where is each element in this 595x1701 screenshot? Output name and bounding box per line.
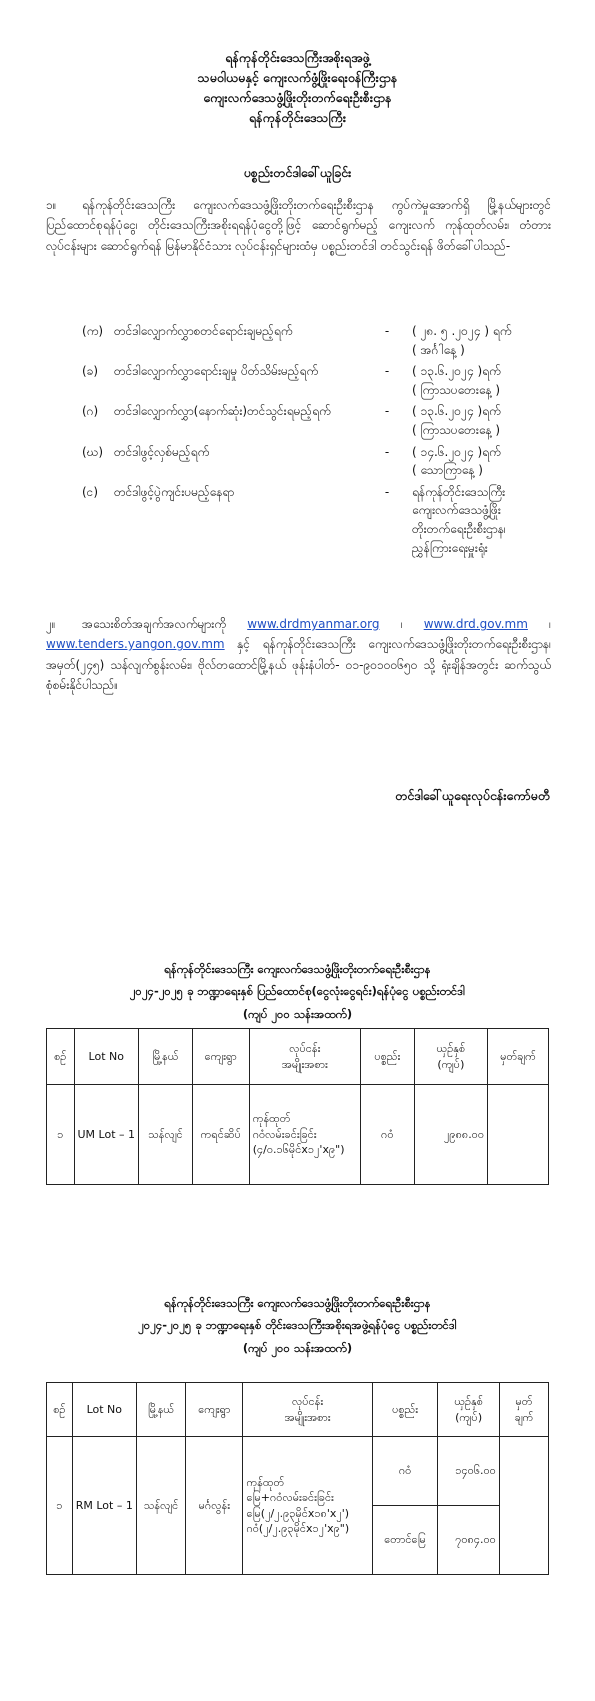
paragraph-1 xyxy=(46,195,551,256)
table-2-heading-line: ရန်ကုန်တိုင်းဒေသကြီး ကျေးလက်ဒေသဖွံ့ဖြိုးတိုးတက်ရေးဦးစီးဌာန xyxy=(164,1296,431,1310)
work-line: ကုန်ထုတ် xyxy=(246,1475,285,1489)
schedule-item-dash: - xyxy=(384,444,390,459)
cell-material: ဂဝံ xyxy=(360,1085,414,1185)
schedule-item-value xyxy=(412,402,552,439)
schedule-item-value xyxy=(412,322,552,359)
schedule-item-date: ( ၁၄.၆.၂၀၂၄ )ရက် xyxy=(412,444,501,459)
venue-line: ကျေးလက်ဒေသဖွံ့ဖြိုး xyxy=(412,503,501,518)
schedule-item-day: ( အင်္ဂါနေ့ ) xyxy=(412,342,465,357)
cell-material: တောင်မြေ xyxy=(372,1506,438,1575)
col-header-work-type: လုပ်ငန်း အမျိုးအစား xyxy=(249,1029,360,1085)
table-1-heading-line: ရန်ကုန်တိုင်းဒေသကြီး ကျေးလက်ဒေသဖွံ့ဖြိုးတိုးတက်ရေးဦးစီးဌာန xyxy=(164,962,431,976)
cell-village: ကရင်ဆိပ် xyxy=(192,1085,249,1185)
schedule-item-day: ( ကြာသပတေးနေ့ ) xyxy=(412,382,501,397)
paragraph-2 xyxy=(46,614,551,696)
committee-signature: တင်ဒါခေါ်ယူရေးလုပ်ငန်းကော်မတီ xyxy=(395,788,550,803)
work-line: (၄/၀.၁၆မိုင်x၁၂'x၉") xyxy=(252,1143,345,1157)
cell-village: မင်္ဂလွန်း xyxy=(186,1437,243,1575)
table-2-heading-line: ၂၀၂၄-၂၀၂၅ ခု ဘဏ္ဍာရေးနှစ် တိုင်းဒေသကြီးအစိုးရအဖွဲ့ရန်ပုံငွေ ပစ္စည်းတင်ဒါ xyxy=(138,1318,457,1333)
schedule-item-value xyxy=(412,362,552,399)
venue-line: တိုးတက်ရေးဦးစီးဌာန၊ xyxy=(412,521,506,536)
schedule-item xyxy=(82,362,552,399)
cell-amount: ၇၀၈၄.၀၀ xyxy=(438,1506,499,1575)
table-1 xyxy=(46,1028,549,1185)
schedule-item-venue xyxy=(82,483,552,557)
col-header-work-type: လုပ်ငန်း အမျိုးအစား xyxy=(243,1383,372,1437)
col-header-no: စဉ် xyxy=(47,1029,75,1085)
paragraph-1-text: ရန်ကုန်တိုင်းဒေသကြီး ကျေးလက်ဒေသဖွံ့ဖြိုးတိုးတက်ရေးဦးစီးဌာန ကွပ်ကဲမှုအောက်ရှိ မြို့နယ်များတွင် ပြည်ထောင်စုရန်ပုံငွေ၊ တိုင်းဒေသကြီးအစိုးရရန်ပုံငွေတို့ဖြင့် ဆောင်ရွက်မည့် ကျေးလက် ကုန်ထုတ်လမ်း၊ တံတားလုပ်ငန်းများ ဆောင်ရွက်ရန် မြန်မာနိုင်ငံသား လုပ်ငန်းရှင်များထံမှ ပစ္စည်းတင်ဒါ တင်သွင်းရန် ဖိတ်ခေါ်ပါသည်- xyxy=(46,198,551,253)
paragraph-2-rest: နှင့် ရန်ကုန်တိုင်းဒေသကြီး ကျေးလက်ဒေသဖွံ့ဖြိုးတိုးတက်ရေးဦးစီးဌာန၊ အမှတ်(၂၄၅) သန်လျက်စွန်းလမ်း၊ ဗိုလ်တထောင်မြို့နယ် ဖုန်းနံပါတ်- ၀၁-၉၀၁၀၀၆၅၀ သို့ ရုံးချိန်အတွင်း ဆက်သွယ်စုံစမ်းနိုင်ပါသည်။ xyxy=(46,637,551,693)
cell-remark xyxy=(488,1085,549,1185)
schedule-item-label: (ဂ) xyxy=(82,404,99,419)
schedule-item-text: တင်ဒါလျှောက်လွှာ(နောက်ဆုံး)တင်သွင်းရမည့်ရက် xyxy=(114,404,331,419)
col-header-village: ကျေးရွာ xyxy=(192,1029,249,1085)
cell-work-type xyxy=(243,1437,372,1575)
schedule-item-date: ( ၂၈. ၅ .၂၀၂၄ ) ရက် xyxy=(412,324,512,338)
schedule-list xyxy=(82,322,552,560)
schedule-item-text: တင်ဒါဖွင့်လှစ်မည့်ရက် xyxy=(114,444,210,459)
cell-lot: RM Lot – 1 xyxy=(72,1437,136,1575)
table-1-heading-line: ၂၀၂၄-၂၀၂၅ ခု ဘဏ္ဍာရေးနှစ် ပြည်ထောင်စု(ငွေလုံးငွေရင်း)ရန်ပုံငွေ ပစ္စည်းတင်ဒါ xyxy=(129,984,466,999)
schedule-item xyxy=(82,322,552,359)
schedule-item-label: (င) xyxy=(82,484,99,499)
schedule-item-value xyxy=(412,443,552,480)
schedule-item-dash: - xyxy=(384,324,390,338)
table-2-header-row xyxy=(47,1383,549,1437)
organization-header xyxy=(0,48,595,128)
venue-value xyxy=(412,483,552,557)
col-header-remark: မှတ် ချက် xyxy=(499,1383,548,1437)
cell-no: ၁ xyxy=(47,1085,75,1185)
schedule-item-day: ( သောကြာနေ့ ) xyxy=(412,463,483,478)
col-header-lot: Lot No xyxy=(74,1029,139,1085)
work-line: ဂဝံလမ်းခင်းခြင်း xyxy=(252,1127,317,1141)
schedule-item-label: (ခ) xyxy=(82,364,99,379)
table-1-heading-line: (ကျပ် ၂၀၀ သန်းအထက်) xyxy=(242,1006,353,1021)
venue-line: ရန်ကုန်တိုင်းဒေသကြီး xyxy=(412,484,506,499)
table-2-heading-line: (ကျပ် ၂၀၀ သန်းအထက်) xyxy=(242,1340,353,1355)
header-line-region: ရန်ကုန်တိုင်းဒေသကြီး xyxy=(248,110,347,125)
col-header-township: မြို့နယ် xyxy=(136,1383,185,1437)
header-line-ministry: သမဝါယမနှင့် ကျေးလက်ဖွံ့ဖြိုးရေးဝန်ကြီးဌာန xyxy=(197,70,398,85)
col-header-village: ကျေးရွာ xyxy=(186,1383,243,1437)
link-drdmyanmar[interactable]: www.drdmyanmar.org xyxy=(247,617,380,631)
cell-amount: ၂၉၈၈.၀၀ xyxy=(414,1085,487,1185)
work-line: မြေ(၂/၂.၉၃မိုင်x၁၈'x၂') xyxy=(246,1506,350,1520)
col-header-estimate: ယှဉ်နှစ် (ကျပ်) xyxy=(438,1383,499,1437)
cell-material: ဂဝံ xyxy=(372,1437,438,1506)
venue-line: ညွှန်ကြားရေးမှူးရုံး xyxy=(412,540,488,555)
cell-remark xyxy=(499,1437,548,1575)
cell-township: သန်လျင် xyxy=(136,1437,185,1575)
schedule-item-date: ( ၁၃.၆.၂၀၂၄ )ရက် xyxy=(412,404,501,419)
cell-lot: UM Lot – 1 xyxy=(74,1085,139,1185)
schedule-item xyxy=(82,402,552,439)
schedule-item-day: ( ကြာသပတေးနေ့ ) xyxy=(412,422,501,437)
col-header-no: စဉ် xyxy=(47,1383,73,1437)
schedule-item xyxy=(82,443,552,480)
table-2 xyxy=(46,1382,549,1575)
paragraph-2-number: ၂။ xyxy=(46,617,56,631)
schedule-item-label: (ဃ) xyxy=(82,444,104,459)
schedule-item-label: (က) xyxy=(82,324,104,338)
schedule-item-dash: - xyxy=(384,484,390,499)
schedule-item-text: တင်ဒါလျှောက်လွှာစတင်ရောင်းချမည့်ရက် xyxy=(114,324,293,338)
col-header-material: ပစ္စည်း xyxy=(372,1383,438,1437)
document-title: ပစ္စည်းတင်ဒါခေါ်ယူခြင်း xyxy=(243,165,352,180)
schedule-item-dash: - xyxy=(384,364,390,379)
col-header-estimate: ယှဉ်နှစ် (ကျပ်) xyxy=(414,1029,487,1085)
work-line: ကုန်ထုတ် xyxy=(252,1112,291,1126)
cell-amount: ၁၄၀၆.၀၀ xyxy=(438,1437,499,1506)
link-drd-gov[interactable]: www.drd.gov.mm xyxy=(423,617,528,631)
schedule-item-date: ( ၁၃.၆.၂၀၂၄ )ရက် xyxy=(412,364,501,379)
link-tenders-yangon[interactable]: www.tenders.yangon.gov.mm xyxy=(46,637,225,652)
paragraph-1-number: ၁။ xyxy=(46,198,57,212)
link-separator: ၊ xyxy=(527,617,551,631)
link-separator: ၊ xyxy=(379,617,424,631)
schedule-item-text: တင်ဒါလျှောက်လွှာရောင်းချမှု ပိတ်သိမ်းမည့်ရက် xyxy=(114,364,319,379)
cell-work-type xyxy=(249,1085,360,1185)
table-1-heading xyxy=(0,958,595,1025)
work-line: မြေ+ဂဝံလမ်းခင်းခြင်း xyxy=(246,1491,334,1505)
col-header-township: မြို့နယ် xyxy=(139,1029,193,1085)
paragraph-2-intro: အသေးစိတ်အချက်အလက်များကို xyxy=(82,617,227,631)
col-header-material: ပစ္စည်း xyxy=(360,1029,414,1085)
header-line-government: ရန်ကုန်တိုင်းဒေသကြီးအစိုးရအဖွဲ့ xyxy=(225,50,370,65)
table-row xyxy=(47,1085,549,1185)
col-header-remark: မှတ်ချက် xyxy=(488,1029,549,1085)
header-line-department: ကျေးလက်ဒေသဖွံ့ဖြိုးတိုးတက်ရေးဦးစီးဌာန xyxy=(203,90,392,105)
schedule-item-text: တင်ဒါဖွင့်ပွဲကျင်းပမည့်နေရာ xyxy=(114,484,235,499)
cell-no: ၁ xyxy=(47,1437,73,1575)
table-1-header-row xyxy=(47,1029,549,1085)
schedule-item-dash: - xyxy=(384,404,390,419)
col-header-lot: Lot No xyxy=(72,1383,136,1437)
cell-township: သန်လျင် xyxy=(139,1085,193,1185)
table-2-heading xyxy=(0,1292,595,1359)
table-row xyxy=(47,1437,549,1506)
work-line: ဂဝံ(၂/၂.၉၃မိုင်x၁၂'x၉") xyxy=(246,1521,350,1535)
